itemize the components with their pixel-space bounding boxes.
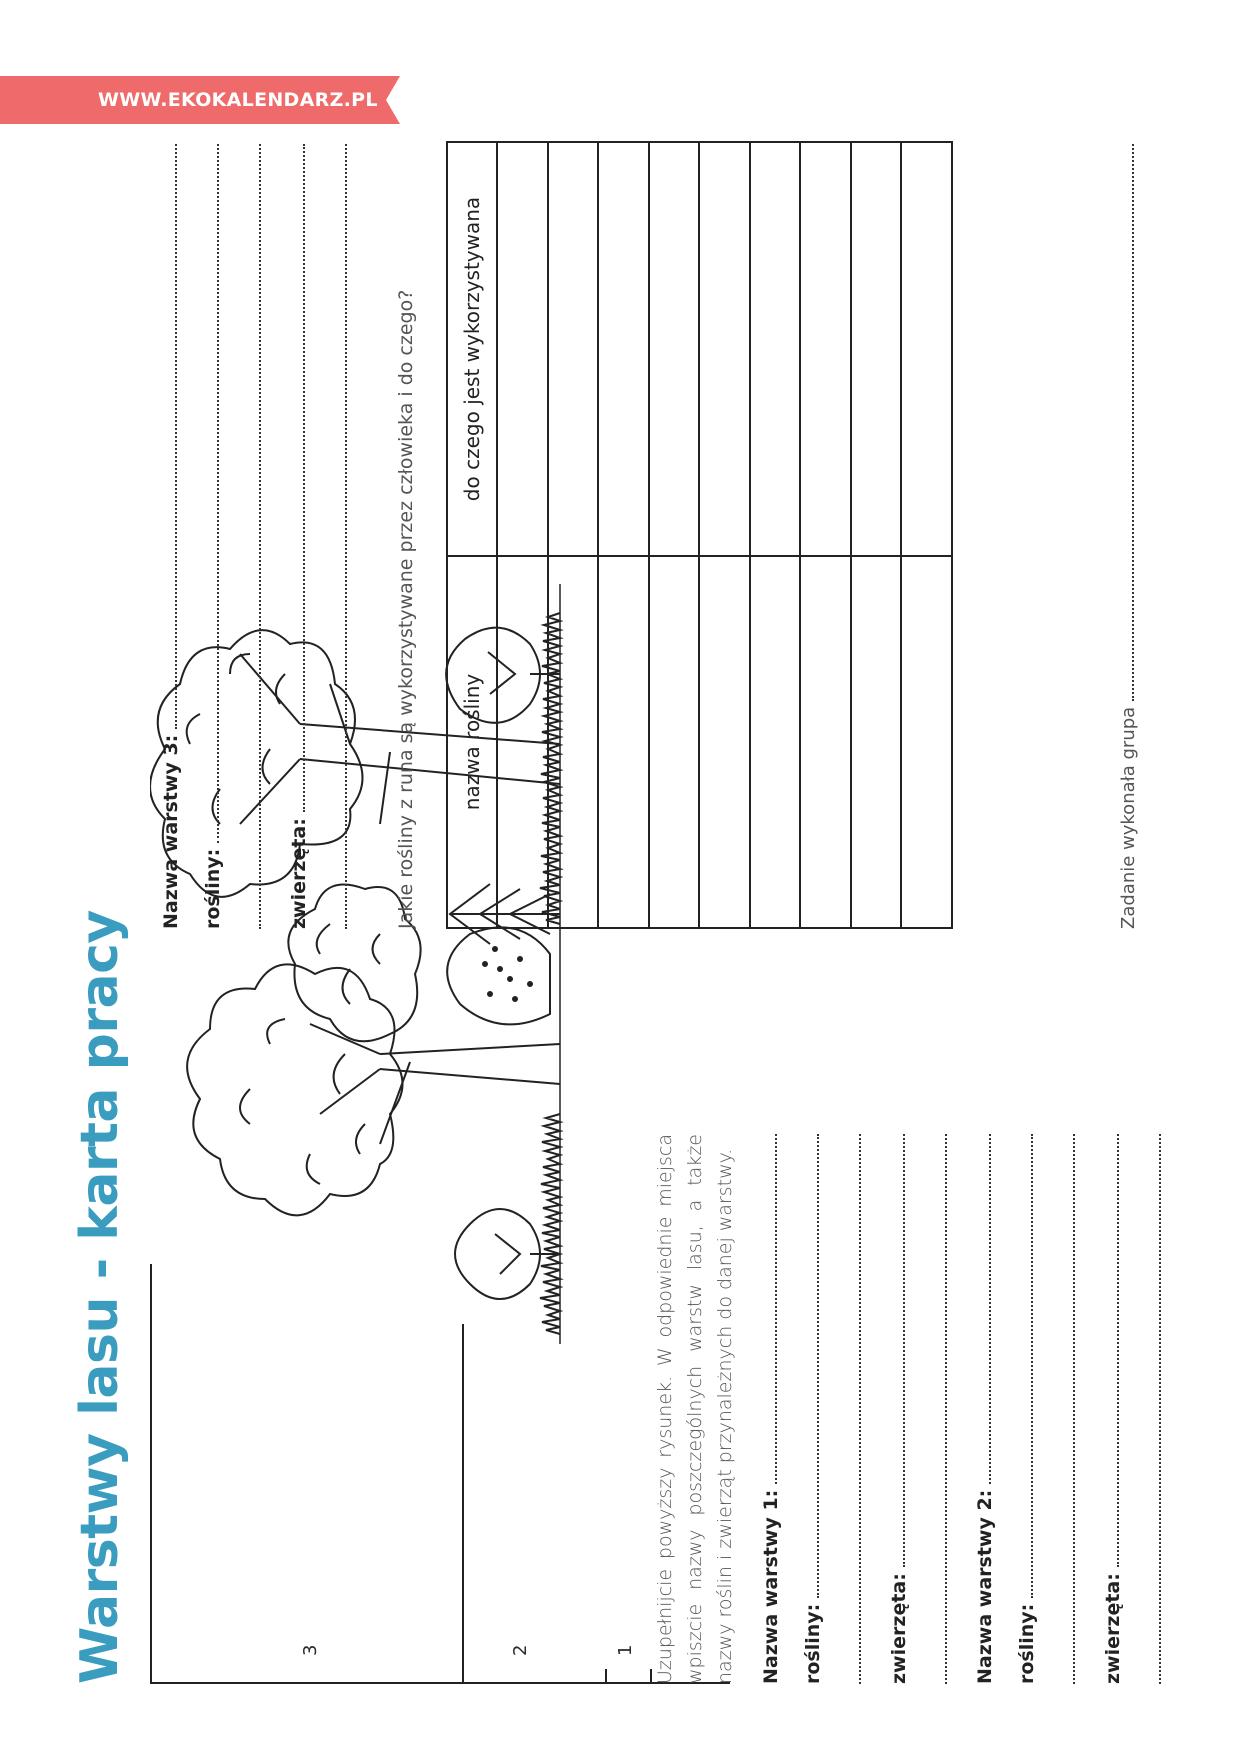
layer1-plants-label: rośliny: bbox=[802, 1603, 824, 1684]
instruction-text: Uzupełnijcie powyższy rysunek. W odpowiednie miejsca wpiszcie nazwy poszczególnych warstw lasu, a także nazwy roślin i zwierząt przynależnych do danej warstwy. bbox=[654, 1134, 736, 1684]
table-row bbox=[901, 142, 952, 928]
layer1-animals-extra-line[interactable] bbox=[944, 1134, 947, 1684]
layer3-animals-dots[interactable] bbox=[302, 144, 305, 812]
group-footer-field[interactable] bbox=[1118, 144, 1139, 929]
page-title: Warstwy lasu - karta pracy bbox=[70, 910, 130, 1684]
table-cell[interactable] bbox=[800, 556, 851, 928]
layer3-plants-extra-line[interactable] bbox=[258, 144, 261, 929]
layer-3-number: 3 bbox=[300, 1644, 321, 1656]
footer-label: Zadanie wykonała grupa bbox=[1118, 706, 1139, 929]
table-cell[interactable] bbox=[901, 142, 952, 556]
layer1-plants-extra-line[interactable] bbox=[858, 1134, 861, 1684]
question-text: Jakie rośliny z runa są wykorzystywane przez człowieka i do czego? bbox=[395, 289, 417, 929]
footer-dots[interactable] bbox=[1131, 144, 1134, 701]
table-row bbox=[548, 142, 599, 928]
table-cell[interactable] bbox=[750, 142, 801, 556]
table-cell[interactable] bbox=[497, 556, 548, 928]
table-header-row bbox=[447, 142, 497, 928]
layer-1-number: 1 bbox=[615, 1644, 636, 1656]
layer2-plants-label: rośliny: bbox=[1016, 1603, 1038, 1684]
layer1-animals-dots[interactable] bbox=[902, 1134, 905, 1567]
table-row bbox=[497, 142, 548, 928]
col-usage: do czego jest wykorzystywana bbox=[447, 142, 497, 556]
table-cell[interactable] bbox=[901, 556, 952, 928]
layer2-animals-field[interactable] bbox=[1102, 1134, 1124, 1684]
table-row bbox=[750, 142, 801, 928]
layer-2-line bbox=[462, 1324, 464, 1684]
table-cell[interactable] bbox=[497, 142, 548, 556]
table-cell[interactable] bbox=[851, 556, 902, 928]
col-plant-name: nazwa rośliny bbox=[447, 556, 497, 928]
table-row bbox=[800, 142, 851, 928]
table-cell[interactable] bbox=[649, 142, 700, 556]
layer1-name-label: Nazwa warstwy 1: bbox=[760, 1489, 782, 1684]
layer2-name-field[interactable] bbox=[974, 1134, 996, 1684]
table-cell[interactable] bbox=[699, 142, 750, 556]
layer1-name-field[interactable] bbox=[760, 1134, 782, 1684]
table-row bbox=[699, 142, 750, 928]
layer2-plants-extra-line[interactable] bbox=[1072, 1134, 1075, 1684]
table-cell[interactable] bbox=[851, 142, 902, 556]
layer3-animals-extra-line[interactable] bbox=[344, 144, 347, 929]
layer1-animals-field[interactable] bbox=[888, 1134, 910, 1684]
table-cell[interactable] bbox=[598, 142, 649, 556]
website-url[interactable]: WWW.EKOKALENDARZ.PL bbox=[98, 89, 378, 111]
layer3-animals-field[interactable] bbox=[288, 144, 310, 929]
layer2-plants-field[interactable] bbox=[1016, 1134, 1038, 1684]
table-cell[interactable] bbox=[548, 142, 599, 556]
layer-2-number: 2 bbox=[510, 1644, 531, 1656]
layer3-name-dots[interactable] bbox=[174, 144, 177, 729]
layer2-name-label: Nazwa warstwy 2: bbox=[974, 1489, 996, 1684]
layer2-name-dots[interactable] bbox=[988, 1134, 991, 1484]
table-cell[interactable] bbox=[649, 556, 700, 928]
layer3-plants-dots[interactable] bbox=[216, 144, 219, 843]
layer2-animals-label: zwierzęta: bbox=[1102, 1573, 1124, 1684]
layer2-plants-dots[interactable] bbox=[1030, 1134, 1033, 1598]
layer3-name-field[interactable] bbox=[160, 144, 182, 929]
table-cell[interactable] bbox=[750, 556, 801, 928]
layer2-animals-dots[interactable] bbox=[1116, 1134, 1119, 1567]
table-row bbox=[598, 142, 649, 928]
worksheet bbox=[70, 84, 1170, 1684]
layer3-animals-label: zwierzęta: bbox=[288, 818, 310, 929]
table-row bbox=[851, 142, 902, 928]
layer1-name-dots[interactable] bbox=[774, 1134, 777, 1484]
layer-1-line-top bbox=[605, 1669, 607, 1684]
table-cell[interactable] bbox=[699, 556, 750, 928]
table-row bbox=[649, 142, 700, 928]
layer1-plants-field[interactable] bbox=[802, 1134, 824, 1684]
layer3-name-label: Nazwa warstwy 3: bbox=[160, 734, 182, 929]
layer3-plants-field[interactable] bbox=[202, 144, 224, 929]
table-cell[interactable] bbox=[598, 556, 649, 928]
layer1-animals-label: zwierzęta: bbox=[888, 1573, 910, 1684]
table-cell[interactable] bbox=[800, 142, 851, 556]
layer2-animals-extra-line[interactable] bbox=[1158, 1134, 1161, 1684]
table-cell[interactable] bbox=[548, 556, 599, 928]
layer3-plants-label: rośliny: bbox=[202, 848, 224, 929]
layer1-plants-dots[interactable] bbox=[816, 1134, 819, 1598]
plants-usage-table bbox=[446, 141, 953, 929]
